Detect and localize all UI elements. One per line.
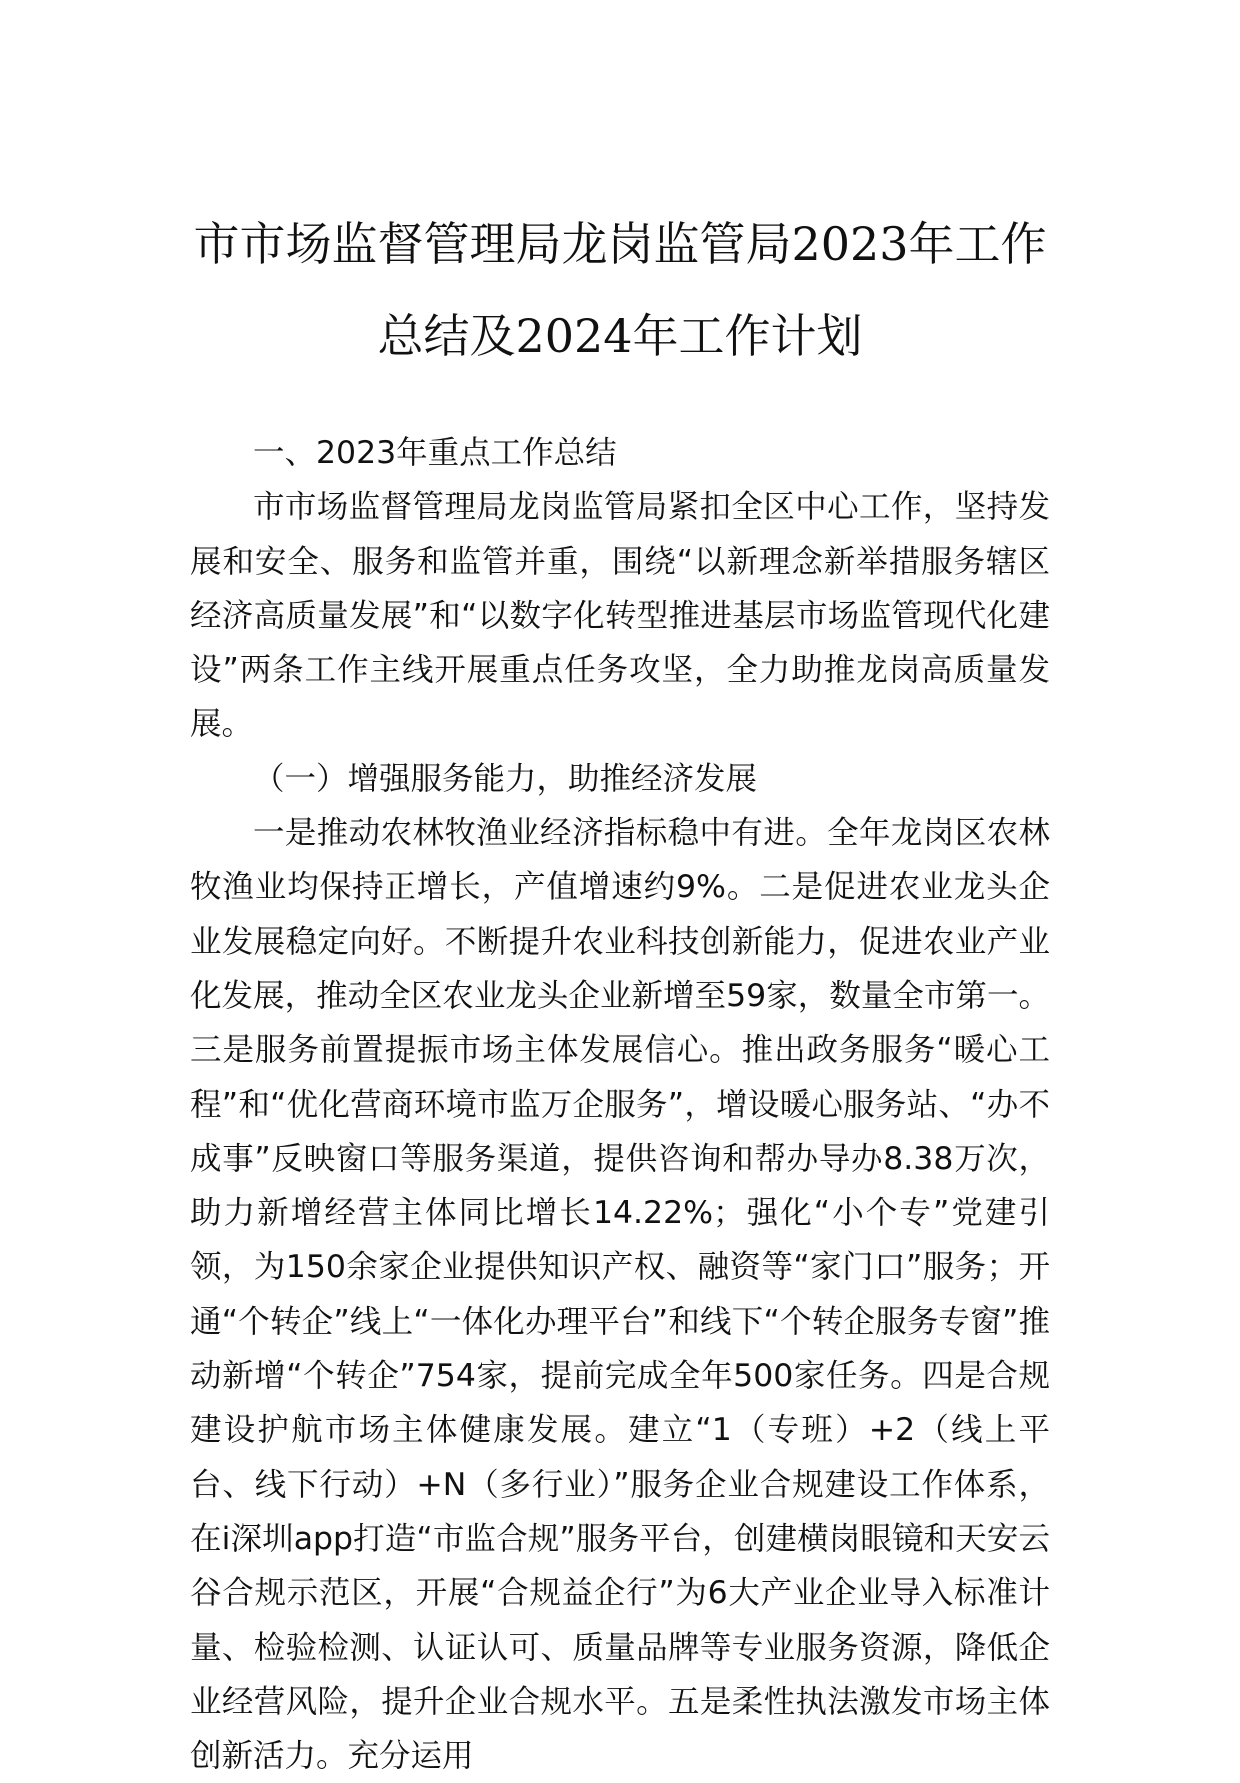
- subsection-heading: （一）增强服务能力，助推经济发展: [253, 760, 758, 797]
- document-title-line-2: 总结及2024年工作计划: [377, 309, 863, 363]
- intro-paragraph: 市市场监督管理局龙岗监管局紧扣全区中心工作，坚持发展和安全、服务和监管并重，围绕“以新理念新举措服务辖区经济高质量发展”和“以数字化转型推进基层市场监管现代化建设”两条工作主线开展重点任务攻坚，全力助推龙岗高质量发展。: [190, 489, 1050, 743]
- subsection-paragraph: 一是推动农林牧渔业经济指标稳中有进。全年龙岗区农林牧渔业均保持正增长，产值增速约9%。二是促进农业龙头企业发展稳定向好。不断提升农业科技创新能力，促进农业产业化发展，推动全区农业龙头企业新增至59家，数量全市第一。三是服务前置提振市场主体发展信心。推出政务服务“暖心工程”和“优化营商环境市监万企服务”，增设暖心服务站、“办不成事”反映窗口等服务渠道，提供咨询和帮办导办8.38万次，助力新增经营主体同比增长14.22%；强化“小个专”党建引领，为150余家企业提供知识产权、融资等“家门口”服务；开通“个转企”线上“一体化办理平台”和线下“个转企服务专窗”推动新增“个转企”754家，提前完成全年500家任务。四是合规建设护航市场主体健康发展。建立“1（专班）+2（线上平台、线下行动）+N（多行业）”服务企业合规建设工作体系，在i深圳app打造“市监合规”服务平台，创建横岗眼镜和天安云谷合规示范区，开展“合规益企行”为6大产业企业导入标准计量、检验检测、认证认可、质量品牌等专业服务资源，降低企业经营风险，提升企业合规水平。五是柔性执法激发市场主体创新活力。充分运用: [190, 815, 1050, 1775]
- document-title-line-1: 市市场监督管理局龙岗监管局2023年工作: [193, 217, 1047, 271]
- document-body: [190, 426, 1050, 1783]
- section-heading: 一、2023年重点工作总结: [253, 435, 617, 471]
